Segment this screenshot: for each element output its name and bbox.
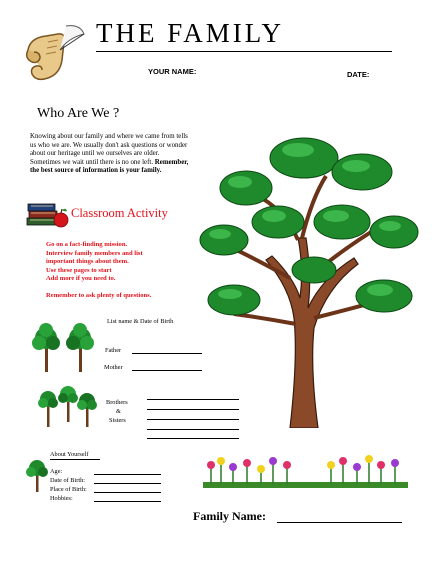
date-label: DATE:: [347, 70, 370, 79]
instruction-line: Go on a fact-finding mission.: [46, 241, 128, 248]
father-name-field[interactable]: [132, 353, 202, 354]
sisters-label: Sisters: [109, 417, 126, 424]
instruction-line: Add more if you need to.: [46, 275, 116, 282]
father-label: Father: [105, 347, 122, 354]
dob-label: Date of Birth:: [50, 477, 85, 484]
sibling-field[interactable]: [147, 438, 239, 439]
intro-remember: Remember, the best source of information is your family.: [30, 158, 189, 175]
age-label: Age:: [50, 468, 63, 475]
flowers-icon: [203, 452, 408, 490]
dob-field[interactable]: [94, 483, 161, 484]
who-are-we-heading: Who Are We ?: [37, 106, 120, 121]
title-divider: [96, 51, 392, 52]
family-name-label: Family Name:: [193, 509, 266, 523]
brothers-label: Brothers: [106, 399, 128, 406]
books-apple-icon: [25, 198, 69, 230]
intro-text: [30, 133, 190, 176]
sibling-field[interactable]: [147, 429, 239, 430]
hobbies-field[interactable]: [94, 501, 161, 502]
pob-label: Place of Birth:: [50, 486, 87, 493]
hobbies-label: Hobbies:: [50, 495, 73, 502]
small-tree-icon: [30, 320, 100, 375]
family-name-field[interactable]: [277, 522, 402, 523]
mother-name-field[interactable]: [132, 370, 202, 371]
instruction-line: Use these pages to start: [46, 266, 112, 274]
scroll-quill-icon: [18, 20, 88, 90]
mother-label: Mother: [104, 364, 123, 371]
activity-reminder: Remember to ask plenty of questions.: [46, 292, 152, 299]
your-name-label: YOUR NAME:: [148, 67, 197, 76]
small-tree-icon: [24, 457, 50, 493]
age-field[interactable]: [94, 474, 161, 475]
activity-instructions: [46, 241, 196, 284]
list-caption: List name & Date of Birth: [107, 318, 174, 325]
page-title: THE FAMILY: [96, 18, 285, 48]
ampersand-label: &: [116, 408, 121, 415]
pob-field[interactable]: [94, 492, 161, 493]
small-tree-icon: [36, 385, 106, 430]
family-tree-icon: [194, 128, 426, 428]
activity-heading: Classroom Activity: [71, 206, 168, 220]
about-yourself-heading: About Yourself: [50, 451, 89, 458]
about-heading-rule: [50, 459, 100, 460]
instruction-line: Interview family members and list: [46, 249, 143, 257]
instruction-line: important things about them.: [46, 258, 129, 265]
intro-body: Knowing about our family and where we came from tells us who we are. We usually don't ask questions or wonder about our heritage until we ourselves are older. Sometimes we wait until there is no one left.: [30, 133, 188, 166]
